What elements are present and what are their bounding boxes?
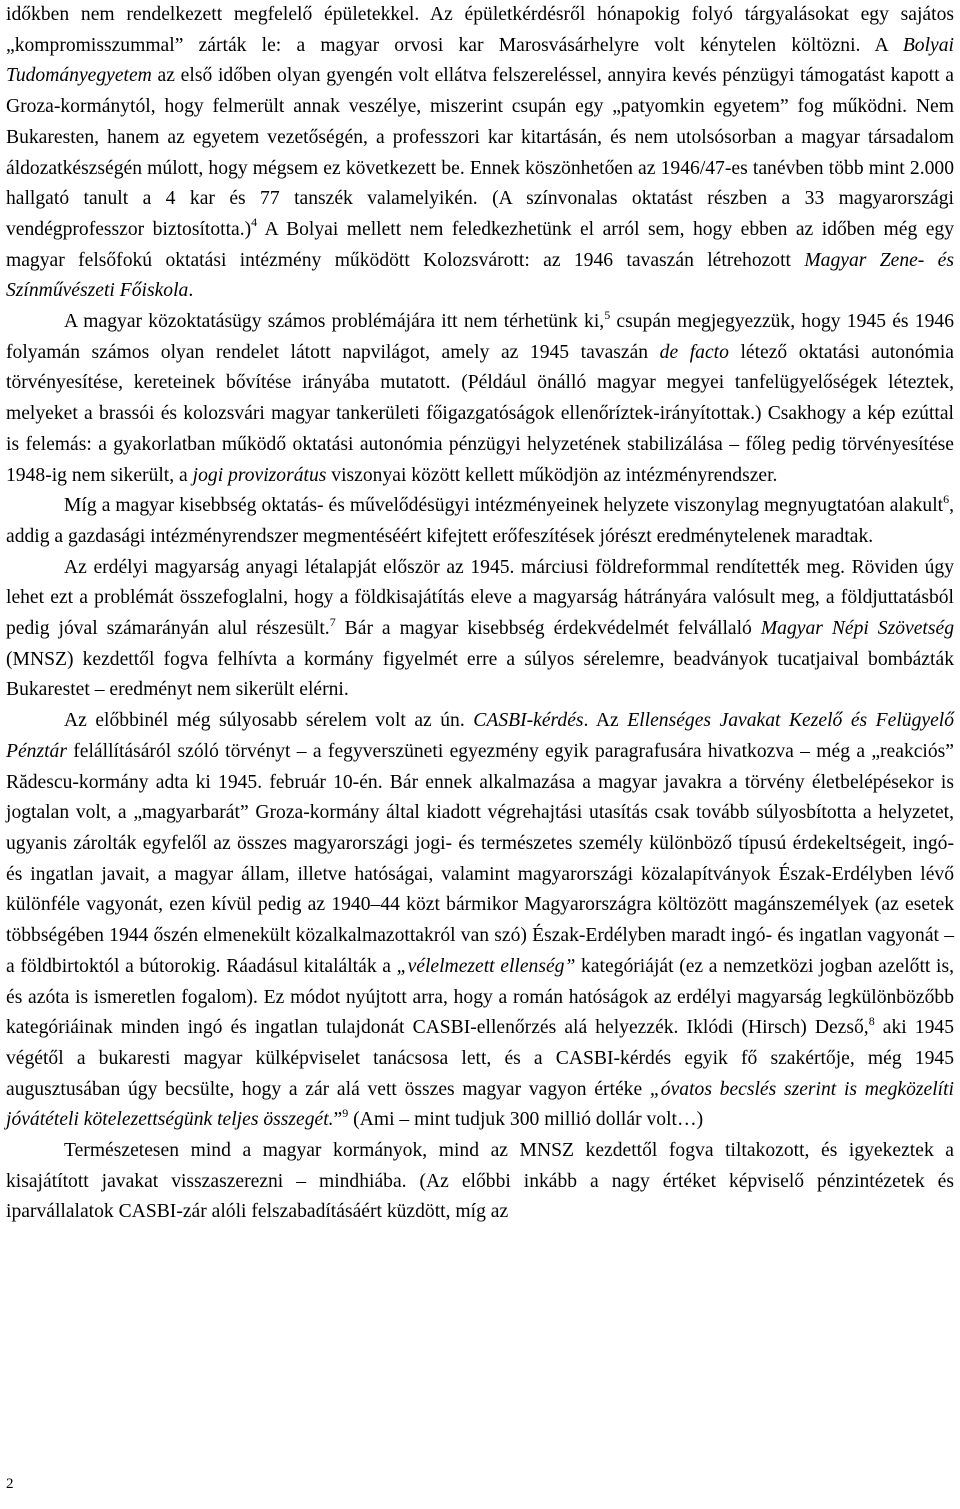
- text-segment: , addig a gazdasági intézményrendszer megmentéséért kifejtett erőfeszítések jórészt eredménytelenek maradtak.: [6, 495, 954, 547]
- italic-text: jogi provizorátus: [192, 464, 327, 486]
- paragraph: [6, 307, 954, 491]
- footnote-ref: 5: [604, 307, 611, 322]
- text-segment: viszonyai között kellett működjön az intézményrendszer.: [326, 464, 778, 486]
- text-segment: A Bolyai mellett nem feledkezhetünk el arról sem, hogy ebben az időben még egy magyar felsőfokú oktatási intézmény működött Kolozsvárott: az 1946 tavaszán létrehozott: [6, 218, 954, 271]
- footnote-ref: 8: [868, 1013, 875, 1028]
- text-segment: felállításáról szóló törvényt – a fegyverszüneti egyezmény egyik paragrafusára hivatkozva – még a „reakciós” Rădescu-kormány adta ki 1945. február 10-én. Bár ennek alkalmazása a magyar javakra a törvény életbelépésekor is jogtalan volt, a „magyarbarát” Groza-kormány által kiadott végrehajtási utasítás csak tovább súlyosbította a helyzetet, ugyanis zárolták egyfelől az összes magyarországi jogi- és természetes személy különböző típusú érdekeltségeit, ingó- és ingatlan javait, a magyar állam, illetve hatóságai, valamint magyarországi közalapítványok Észak-Erdélyben lévő különféle vagyonát, ezen kívül pedig az 1940–44 közt bármikor Magyarországra költözött magánszemélyek (az esetek többségében 1944 őszén elmenekült közalkalmazottakról van szó) Észak-Erdélyben maradt ingó- és ingatlan vagyonát – a földbirtoktól a bútorokig. Ráadásul kitalálták a: [6, 740, 954, 977]
- paragraph: [6, 553, 954, 707]
- text-segment: kategóriáját (ez a nemzetközi jogban azelőtt is, és azóta is ismeretlen fogalom). Ez módot nyújtott arra, hogy a román hatóságok az erdélyi magyarság legkülönbözőbb kategóriáinak minden ingó és ingatlan tulajdonát CASBI-ellenőrzés alá helyezzék. Iklódi (Hirsch) Dezső,: [6, 955, 954, 1039]
- text-segment: (Ami – mint tudjuk 300 millió dollár volt…): [348, 1109, 704, 1131]
- footnote-ref: 6: [943, 491, 950, 506]
- footnote-ref: 9: [342, 1105, 349, 1120]
- text-segment: Míg a magyar kisebbség oktatás- és művelődésügyi intézményeinek helyzete viszonylag megnyugtatóan alakult: [64, 495, 944, 517]
- text-segment: az első időben olyan gyengén volt ellátva felszereléssel, annyira kevés pénzügyi támogatást kapott a Groza-kormánytól, hogy felmerült annak veszélye, miszerint csupán egy „patyomkin egyetem” fog működni. Nem Bukaresten, hanem az egyetem vezetőségén, a professzori kar kitartásán, és nem utolsósorban a magyar társadalom áldozatkészségén múlott, hogy mégsem ez következett be. Ennek köszönhetően az 1946/47-es tanévben több mint 2.000 hallgató tanult a 4 kar és 77 tanszék valamelyikén. (A színvonalas oktatást részben a 33 magyarországi vendégprofesszor biztosította.): [6, 65, 954, 240]
- text-segment: időkben nem rendelkezett megfelelő épületekkel. Az épületkérdésről hónapokig folyó tárgyalásokat egy sajátos „kompromisszummal” zárták le: a magyar orvosi kar Marosvásárhelyre volt kénytelen költözni. A: [6, 4, 954, 56]
- italic-text: Bolyai Tudományegyetem: [6, 34, 954, 87]
- text-segment: Az erdélyi magyarság anyagi létalapját először az 1945. márciusi földreformmal rendítették meg. Röviden úgy lehet ezt a problémát összefoglalni, hogy a földkisajátítás eleve a magyarság hátrányára valósult meg, a földjuttatásból pedig jóval számarányán alul részesült.: [6, 556, 954, 640]
- footnote-ref: 4: [251, 215, 258, 230]
- text-segment: Bár a magyar kisebbség érdekvédelmét felvállaló: [335, 618, 761, 640]
- footnote-ref: 7: [329, 614, 336, 629]
- italic-text: de facto: [659, 341, 729, 363]
- text-segment: .: [188, 280, 194, 302]
- italic-text: Magyar Népi Szövetség: [760, 618, 954, 640]
- page-number: 2: [6, 1476, 14, 1492]
- text-segment: aki 1945 végétől a bukaresti magyar külképviselet tanácsosa lett, és a CASBI-kérdés egyik fő szakértője, még 1945 augusztusában úgy becsülte, hogy a zár alá vett összes magyar vagyon értéke: [6, 1017, 954, 1100]
- text-segment: Az előbbinél még súlyosabb sérelem volt az ún.: [64, 710, 474, 732]
- paragraph: [6, 706, 954, 1136]
- text-segment: létező oktatási autonómia törvényesítése, kereteinek bővítése irányába mutatott. (Például önálló magyar megyei tanfelügyelőségek léteztek, melyeket a brassói és kolozsvári magyar tankerületi főigazgatóságok ellenőríztek-irányítottak.) Csakhogy a kép ezúttal is felemás: a gyakorlatban működő oktatási autonómia pénzügyi helyzetének stabilizálása – főleg pedig törvényesítése 1948-ig nem sikerült, a: [6, 341, 954, 486]
- text-segment: . Az: [583, 710, 628, 732]
- italic-text: „vélelmezett ellenség”: [396, 955, 576, 977]
- text-segment: csupán megjegyezzük, hogy 1945 és 1946 folyamán számos olyan rendelet látott napvilágot, amely az 1945 tavaszán: [6, 311, 954, 363]
- paragraph: [6, 491, 954, 552]
- text-segment: Természetesen mind a magyar kormányok, mind az MNSZ kezdettől fogva tiltakozott, és igyekeztek a kisajátított javakat visszaszerezni – mindhiába. (Az előbbi inkább a nagy értéket képviselő pénzintézetek és iparvállalatok CASBI-zár alóli felszabadításáért küzdött, míg az: [6, 1140, 954, 1223]
- text-segment: ”: [333, 1109, 343, 1131]
- paragraph: [6, 1136, 954, 1228]
- italic-text: Ellenséges Javakat Kezelő és Felügyelő Pénztár: [6, 710, 955, 762]
- italic-text: CASBI-kérdés: [473, 710, 584, 732]
- paragraph: [6, 0, 954, 307]
- italic-text: „óvatos becslés szerint is megközelíti jóvátételi kötelezettségünk teljes összegét.: [6, 1078, 955, 1131]
- text-segment: A magyar közoktatásügy számos problémájára itt nem térhetünk ki,: [64, 311, 605, 333]
- document-page: [6, 0, 954, 1228]
- italic-text: Magyar Zene- és Színművészeti Főiskola: [6, 249, 955, 302]
- text-segment: (MNSZ) kezdettől fogva felhívta a kormány figyelmét erre a súlyos sérelemre, beadványok tucatjaival bombázták Bukarestet – eredményt nem sikerült elérni.: [6, 648, 954, 701]
